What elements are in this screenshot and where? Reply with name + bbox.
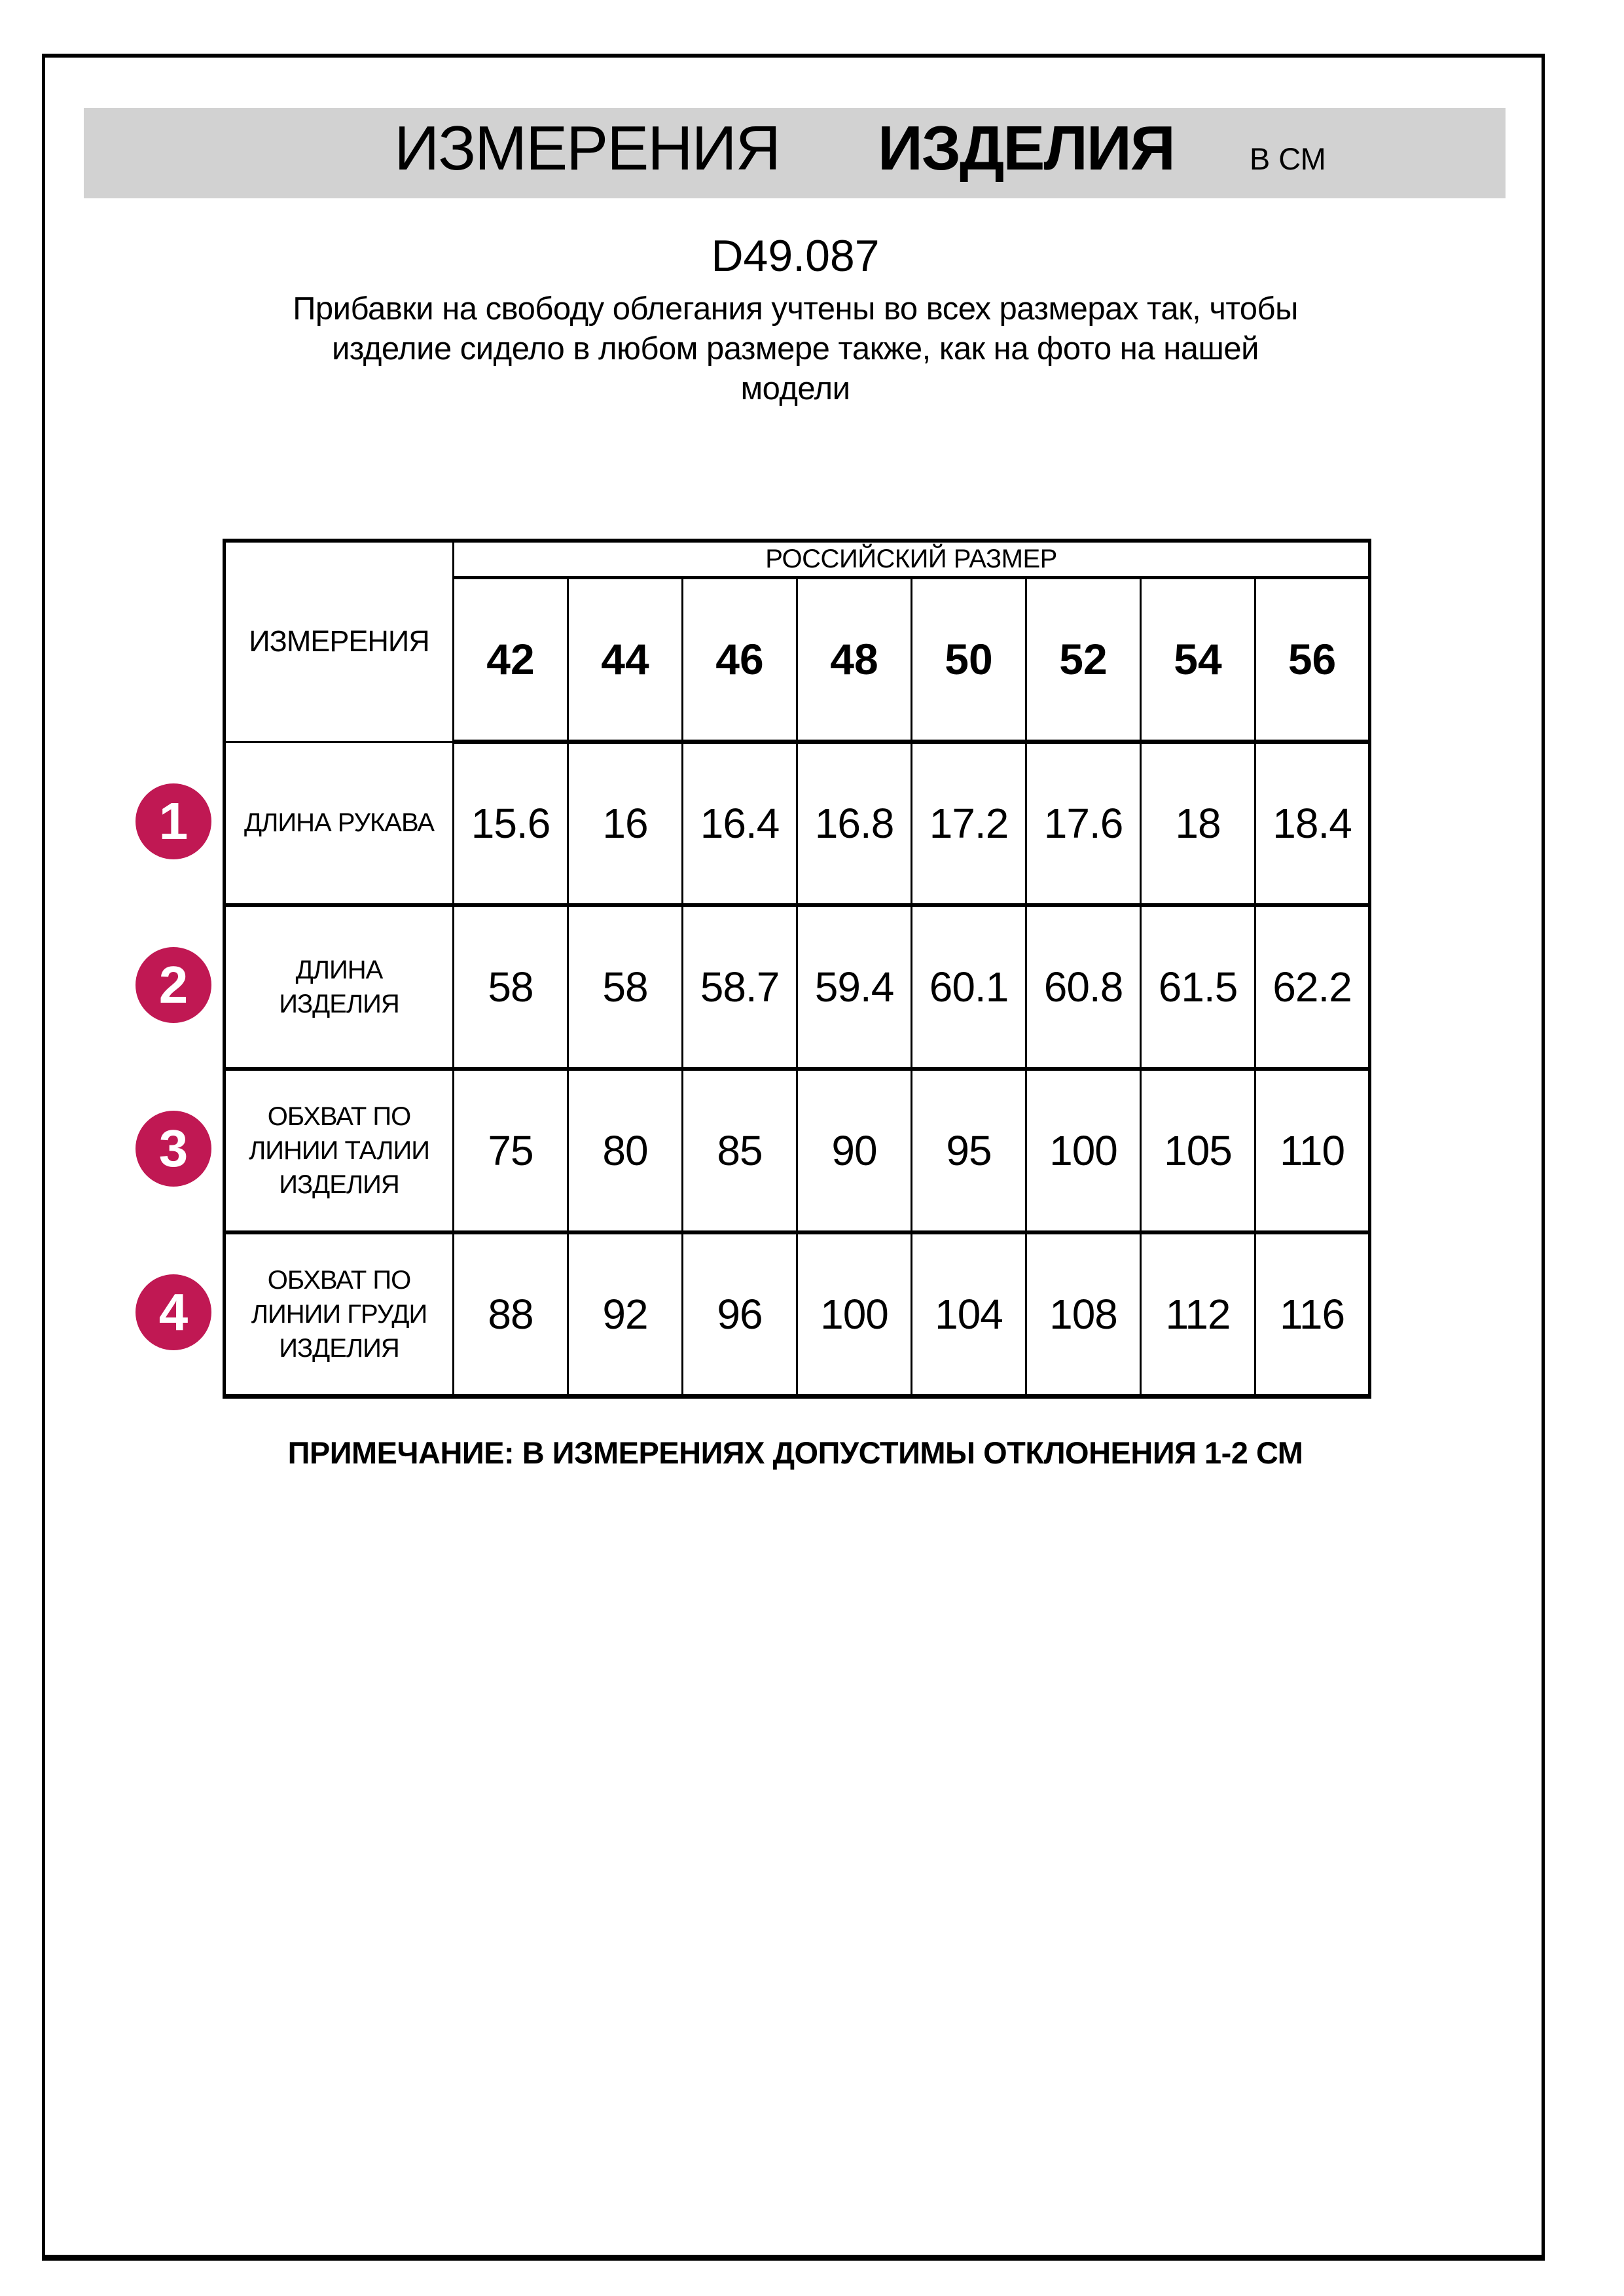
cell-value: 116 (1255, 1232, 1370, 1396)
cell-value: 100 (797, 1232, 912, 1396)
row-1-number: 1 (158, 792, 189, 850)
cell-value: 90 (797, 1069, 912, 1232)
size-col-header: 50 (912, 577, 1026, 742)
tolerance-note: ПРИМЕЧАНИЕ: В ИЗМЕРЕНИЯХ ДОПУСТИМЫ ОТКЛОНЕНИЯ 1-2 СМ (287, 1435, 1303, 1470)
size-col-header: 54 (1141, 577, 1255, 742)
row-4-number: 4 (158, 1283, 189, 1341)
cell-value: 85 (683, 1069, 797, 1232)
size-col-header: 42 (454, 577, 568, 742)
cell-value: 16.8 (797, 742, 912, 905)
cell-value: 62.2 (1255, 905, 1370, 1069)
row-label: ОБХВАТ ПО ЛИНИИ ГРУДИ ИЗДЕЛИЯ (225, 1232, 454, 1396)
title-word-product: ИЗДЕЛИЯ (877, 113, 1174, 183)
cell-value: 92 (568, 1232, 683, 1396)
title-word-measurements: ИЗМЕРЕНИЯ (394, 113, 780, 183)
row-4-number-circle (135, 1274, 211, 1350)
fit-description (42, 289, 1549, 409)
row-label: ОБХВАТ ПО ЛИНИИ ТАЛИИ ИЗДЕЛИЯ (225, 1069, 454, 1232)
cell-value: 59.4 (797, 905, 912, 1069)
title-bar (84, 108, 1506, 198)
size-col-header: 48 (797, 577, 912, 742)
cell-value: 58 (568, 905, 683, 1069)
row-label: ДЛИНА РУКАВА (225, 742, 454, 905)
cell-value: 100 (1026, 1069, 1141, 1232)
row-3-number-circle (135, 1111, 211, 1187)
table-corner-header: ИЗМЕРЕНИЯ (225, 541, 454, 742)
fit-description-line: Прибавки на свободу облегания учтены во всех размерах так, чтобы (293, 291, 1298, 327)
product-code: D49.087 (711, 231, 880, 281)
size-col-header: 46 (683, 577, 797, 742)
cell-value: 17.2 (912, 742, 1026, 905)
row-3-number: 3 (158, 1119, 189, 1177)
cell-value: 108 (1026, 1232, 1141, 1396)
cell-value: 88 (454, 1232, 568, 1396)
row-2-number-circle (135, 947, 211, 1023)
cell-value: 75 (454, 1069, 568, 1232)
size-col-header: 56 (1255, 577, 1370, 742)
cell-value: 16 (568, 742, 683, 905)
cell-value: 80 (568, 1069, 683, 1232)
table-row (225, 541, 1370, 577)
cell-value: 60.8 (1026, 905, 1141, 1069)
cell-value: 18.4 (1255, 742, 1370, 905)
table-row-sleeve-length (225, 742, 1370, 905)
size-col-header: 52 (1026, 577, 1141, 742)
cell-value: 112 (1141, 1232, 1255, 1396)
fit-description-line: изделие сидело в любом размере также, как на фото на нашей (332, 331, 1259, 367)
cell-value: 58.7 (683, 905, 797, 1069)
cell-value: 18 (1141, 742, 1255, 905)
cell-value: 15.6 (454, 742, 568, 905)
size-table (223, 539, 1371, 1399)
cell-value: 58 (454, 905, 568, 1069)
title-unit-label: В СМ (1249, 141, 1326, 176)
row-2-number: 2 (158, 956, 189, 1014)
size-group-header: РОССИЙСКИЙ РАЗМЕР (454, 541, 1370, 577)
row-label: ДЛИНА ИЗДЕЛИЯ (225, 905, 454, 1069)
cell-value: 105 (1141, 1069, 1255, 1232)
fit-description-line: модели (740, 371, 850, 406)
table-row-chest-girth (225, 1232, 1370, 1396)
cell-value: 104 (912, 1232, 1026, 1396)
cell-value: 95 (912, 1069, 1026, 1232)
cell-value: 110 (1255, 1069, 1370, 1232)
cell-value: 96 (683, 1232, 797, 1396)
cell-value: 61.5 (1141, 905, 1255, 1069)
table-row-garment-length (225, 905, 1370, 1069)
cell-value: 17.6 (1026, 742, 1141, 905)
table-row-waist-girth (225, 1069, 1370, 1232)
cell-value: 60.1 (912, 905, 1026, 1069)
row-1-number-circle (135, 783, 211, 859)
size-col-header: 44 (568, 577, 683, 742)
cell-value: 16.4 (683, 742, 797, 905)
